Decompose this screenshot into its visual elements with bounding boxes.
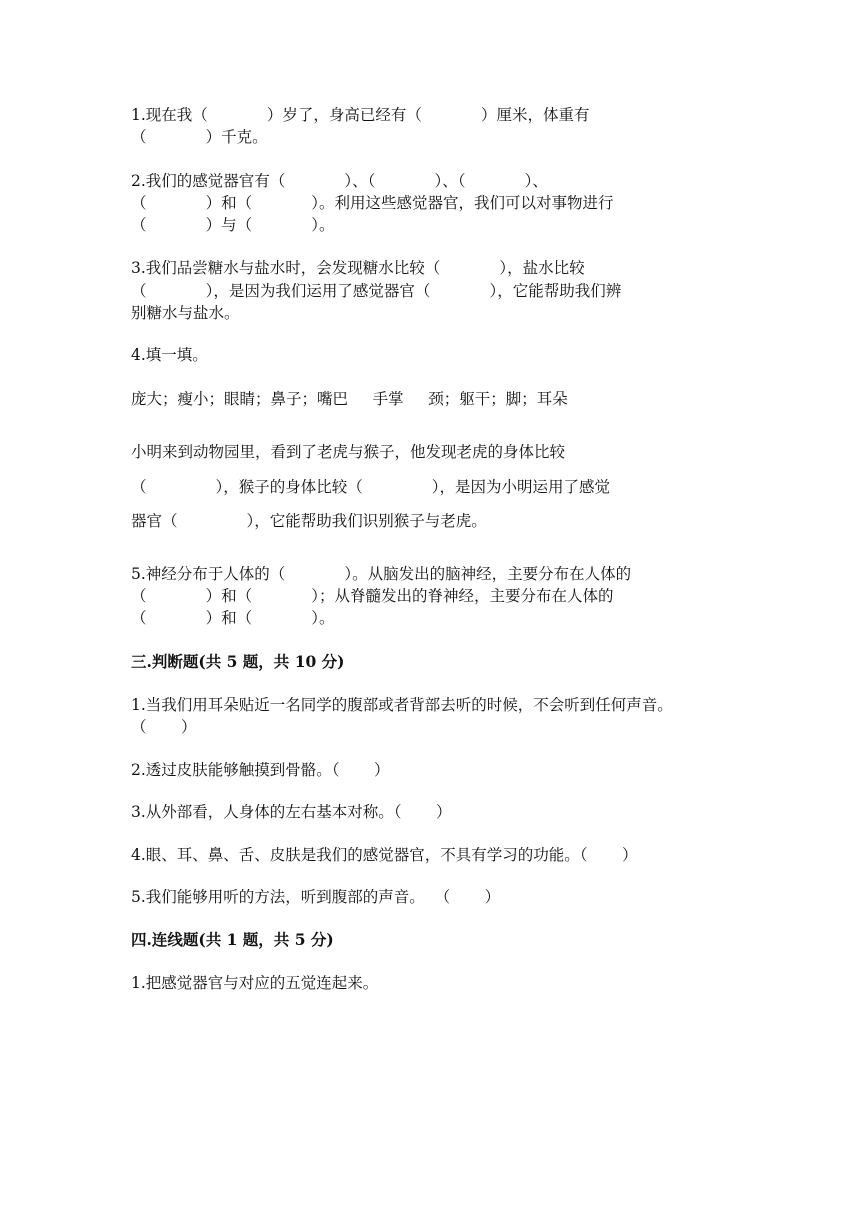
q5-line-1: 5.神经分布于人体的（ ）。从脑发出的脑神经，主要分布在人体的: [131, 565, 632, 583]
section3-heading: 三.判断题(共 5 题，共 10 分): [131, 652, 345, 671]
q3-line-3: 别糖水与盐水。: [131, 304, 240, 322]
s3-q5: 5.我们能够用听的方法，听到腹部的声音。 （ ）: [131, 888, 501, 906]
q2-line-3: （ ）与（ ）。: [131, 216, 335, 234]
s3-q1-line-2: （ ）: [131, 718, 197, 736]
q4-line-2: （ ），猴子的身体比较（ ），是因为小明运用了感觉: [131, 478, 610, 496]
s3-q4: 4.眼、耳、鼻、舌、皮肤是我们的感觉器官，不具有学习的功能。（ ）: [131, 846, 638, 864]
q4-line-3: 器官（ ），它能帮助我们识别猴子与老虎。: [131, 512, 487, 530]
q4-word-bank: 庞大；瘦小；眼睛；鼻子；嘴巴 手掌 颈；躯干；脚；耳朵: [131, 390, 568, 408]
q3-line-1: 3.我们品尝糖水与盐水时，会发现糖水比较（ ），盐水比较: [131, 259, 585, 277]
q5-line-3: （ ）和（ ）。: [131, 609, 335, 627]
q3-line-2: （ ），是因为我们运用了感觉器官（ ），它能帮助我们辨: [131, 282, 622, 300]
q5-line-2: （ ）和（ ）；从脊髓发出的脊神经，主要分布在人体的: [131, 587, 614, 605]
s4-q1: 1.把感觉器官与对应的五觉连起来。: [131, 974, 379, 992]
q2-line-2: （ ）和（ ）。利用这些感觉器官，我们可以对事物进行: [131, 194, 614, 212]
q1-line-1: 1.现在我（ ）岁了，身高已经有（ ）厘米，体重有: [131, 106, 590, 124]
s3-q3: 3.从外部看，人身体的左右基本对称。（ ）: [131, 803, 452, 821]
q2-line-1: 2.我们的感觉器官有（ ）、（ ）、（ ）、: [131, 172, 548, 190]
s3-q2: 2.透过皮肤能够触摸到骨骼。（ ）: [131, 761, 390, 779]
s3-q1-line-1: 1.当我们用耳朵贴近一名同学的腹部或者背部去听的时候，不会听到任何声音。: [131, 696, 673, 714]
q1-line-2: （ ）千克。: [131, 128, 268, 146]
q4-title: 4.填一填。: [131, 346, 208, 364]
section4-heading: 四.连线题(共 1 题，共 5 分): [131, 930, 334, 949]
q4-line-1: 小明来到动物园里，看到了老虎与猴子，他发现老虎的身体比较: [131, 443, 566, 461]
